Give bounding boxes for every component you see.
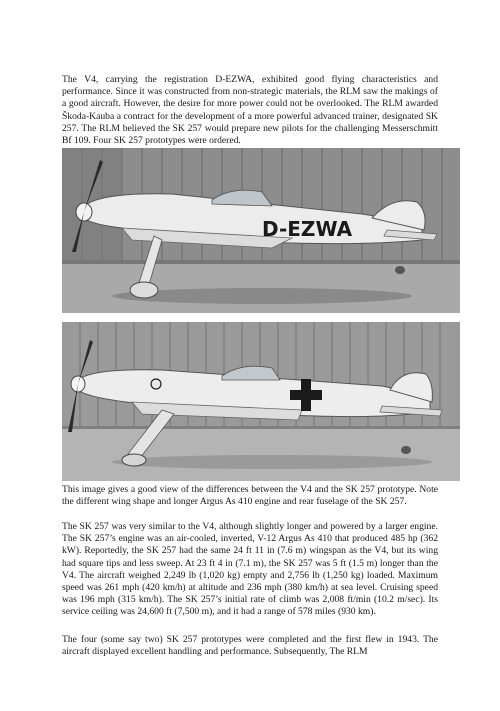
aircraft-registration: D-EZWA (262, 217, 353, 241)
photo-caption: This image gives a good view of the differences between the V4 and the SK 257 prototype. Note the different wing shape and longer Argus As 410 engine and rear fuselage of the SK 257. (62, 484, 438, 508)
paragraph-intro: The V4, carrying the registration D-EZWA, exhibited good flying characteristics and performance. Since it was constructed from non-strategic materials, the RLM saw the makings of a good aircraft. However, the desire for more power could not be overlooked. The RLM awarded Škoda-Kauba a contract for the development of a more powerful advanced trainer, designated SK 257. The RLM believed the SK 257 would prepare new pilots for the challenging Messerschmitt Bf 109. Four SK 257 prototypes were ordered. (62, 74, 438, 147)
photo-sk257-aircraft (62, 322, 460, 481)
paragraph-specifications: The SK 257 was very similar to the V4, although slightly longer and powered by a larger engine. The SK 257’s engine was an air-cooled, inverted, V-12 Argus As 410 that produced 485 hp (362 kW). Reportedly, the SK 257 had the same 24 ft 11 in (7.6 m) wingspan as the V4, but its wing had square tips and less sweep. At 23 ft 4 in (7.1 m), the SK 257 was 5 ft (1.5 m) longer than the V4. The aircraft weighed 2,249 lb (1,020 kg) empty and 2,756 lb (1,250 kg) loaded. Maximum speed was 261 mph (420 km/h) at altitude and 236 mph (380 km/h) at sea level. Cruising speed was 196 mph (315 km/h). The SK 257’s initial rate of climb was 2,008 ft/min (10.2 m/sec). Its service ceiling was 24,600 ft (7,500 m), and it had a range of 578 miles (930 km). (62, 521, 438, 618)
photo-v4-aircraft (62, 148, 460, 313)
photo-sk257-image (62, 322, 460, 481)
photo-v4-image (62, 148, 460, 313)
paragraph-prototypes: The four (some say two) SK 257 prototypes were completed and the first flew in 1943. The aircraft displayed excellent handling and performance. Subsequently, The RLM (62, 634, 438, 658)
